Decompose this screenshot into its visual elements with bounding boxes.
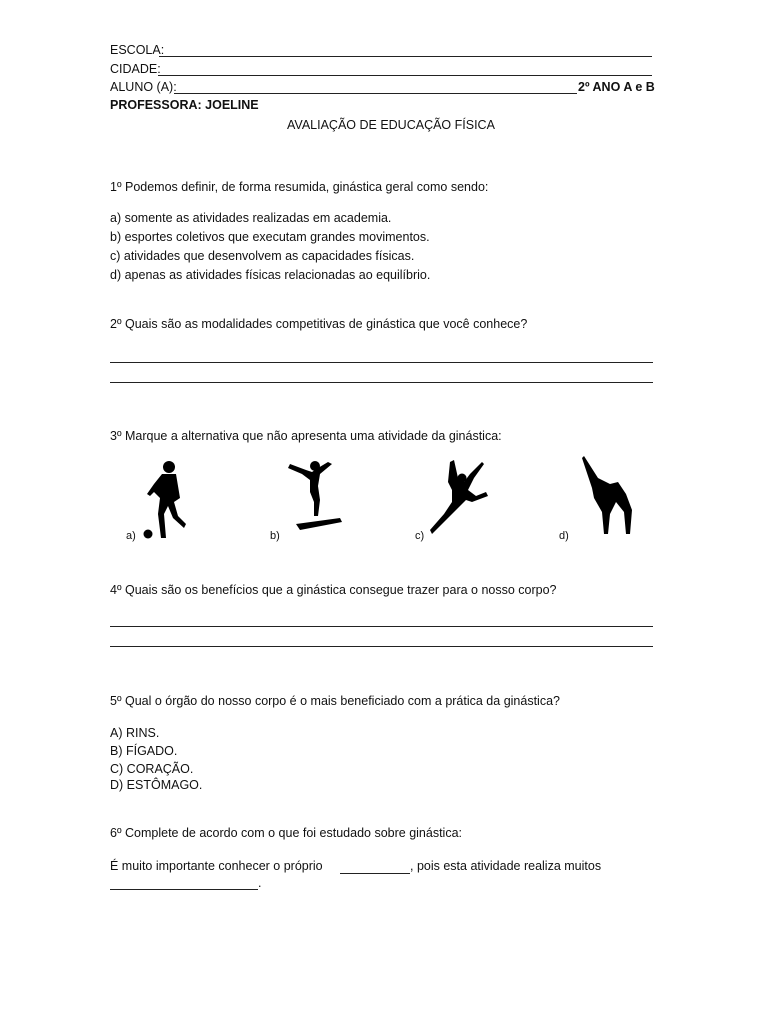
q5-option-d[interactable]: D) ESTÔMAGO. <box>110 778 203 792</box>
q3-figure-a-label[interactable]: a) <box>126 530 136 542</box>
balance-beam-gymnast-icon[interactable] <box>288 456 348 536</box>
leaping-gymnast-icon[interactable] <box>428 458 490 536</box>
q2-answer-line-1[interactable] <box>110 362 653 363</box>
q6-blank-2[interactable] <box>110 889 258 890</box>
q1-option-a[interactable]: a) somente as atividades realizadas em academia. <box>110 211 392 225</box>
cidade-field[interactable] <box>158 75 652 76</box>
q5-option-a[interactable]: A) RINS. <box>110 726 160 740</box>
escola-label: ESCOLA: <box>110 43 165 57</box>
q3-figure-b-label[interactable]: b) <box>270 530 280 542</box>
question-1: 1º Podemos definir, de forma resumida, ginástica geral como sendo: <box>110 180 489 194</box>
q6-sentence-part1: É muito importante conhecer o próprio <box>110 859 323 873</box>
q3-figure-d-label[interactable]: d) <box>559 530 569 542</box>
cidade-label: CIDADE: <box>110 62 161 76</box>
q6-blank-1[interactable] <box>340 873 410 874</box>
professora-label: PROFESSORA: JOELINE <box>110 98 259 112</box>
page-title: AVALIAÇÃO DE EDUCAÇÃO FÍSICA <box>287 118 495 132</box>
question-5: 5º Qual o órgão do nosso corpo é o mais beneficiado com a prática da ginástica? <box>110 694 560 708</box>
q6-sentence-end: . <box>258 876 262 890</box>
question-2: 2º Quais são as modalidades competitivas de ginástica que você conhece? <box>110 317 528 331</box>
escola-field[interactable] <box>159 56 652 57</box>
q5-option-b[interactable]: B) FÍGADO. <box>110 744 178 758</box>
turma-label: 2º ANO A e B <box>578 80 655 94</box>
question-4: 4º Quais são os benefícios que a ginástica consegue trazer para o nosso corpo? <box>110 583 557 597</box>
q3-figure-c-label[interactable]: c) <box>415 530 425 542</box>
q3-figures <box>110 452 655 552</box>
q4-answer-line-2[interactable] <box>110 646 653 647</box>
q2-answer-line-2[interactable] <box>110 382 653 383</box>
q5-option-c[interactable]: C) CORAÇÃO. <box>110 762 194 776</box>
q6-sentence-part2: , pois esta atividade realiza muitos <box>410 859 602 873</box>
q1-option-b[interactable]: b) esportes coletivos que executam grandes movimentos. <box>110 230 430 244</box>
q1-option-d[interactable]: d) apenas as atividades físicas relacionadas ao equilíbrio. <box>110 268 431 282</box>
question-3: 3º Marque a alternativa que não apresenta uma atividade da ginástica: <box>110 429 502 443</box>
question-6: 6º Complete de acordo com o que foi estudado sobre ginástica: <box>110 826 463 840</box>
q1-option-c[interactable]: c) atividades que desenvolvem as capacidades físicas. <box>110 249 415 263</box>
aluno-field[interactable] <box>174 93 577 94</box>
q4-answer-line-1[interactable] <box>110 626 653 627</box>
aluno-label: ALUNO (A): <box>110 80 177 94</box>
soccer-player-icon[interactable] <box>140 458 190 542</box>
stretching-gymnast-icon[interactable] <box>580 454 636 538</box>
